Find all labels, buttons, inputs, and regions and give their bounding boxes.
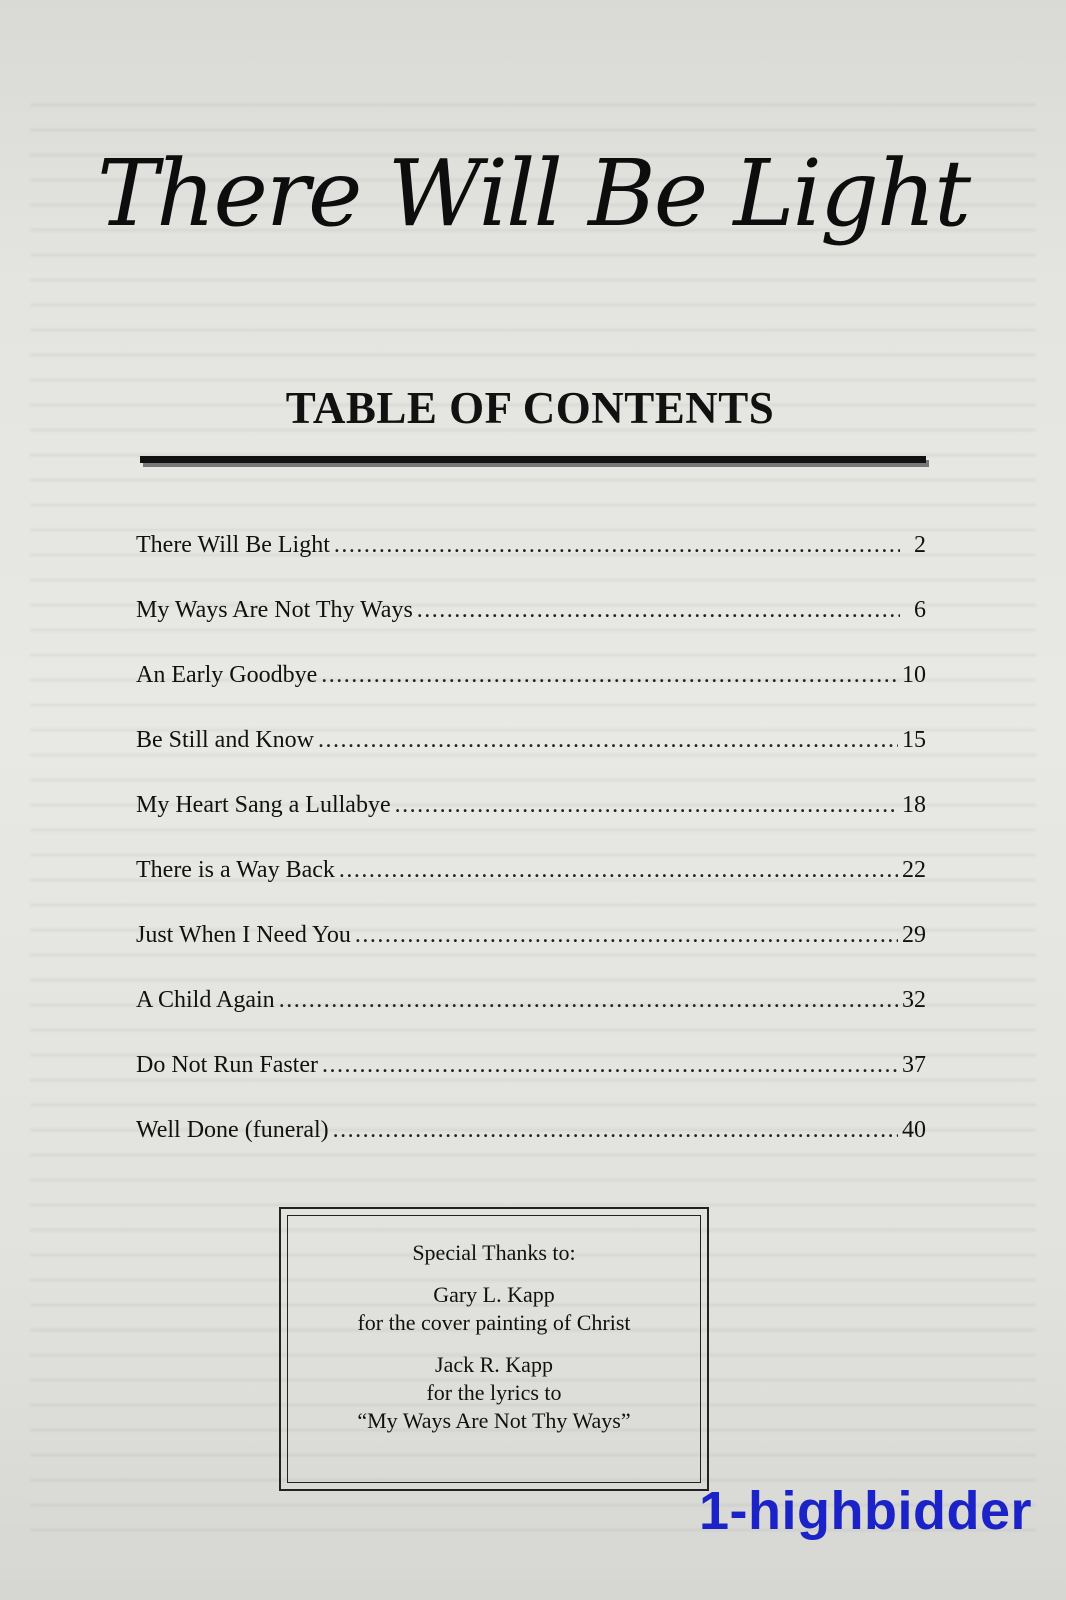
toc-entry-title: Do Not Run Faster <box>136 1052 318 1078</box>
toc-entry <box>136 525 926 590</box>
toc-entry-title: My Heart Sang a Lullabye <box>136 792 391 818</box>
leader-dots <box>321 655 898 695</box>
special-thanks-box <box>279 1207 709 1491</box>
toc-entry-page: 10 <box>902 662 926 688</box>
toc-entry-title: There Will Be Light <box>136 532 330 558</box>
leader-dots <box>339 850 898 890</box>
toc-entry-title: An Early Goodbye <box>136 662 318 688</box>
toc-entry-title: My Ways Are Not Thy Ways <box>136 597 413 623</box>
toc-entry <box>136 915 926 980</box>
toc-entry <box>136 980 926 1045</box>
toc-entry-page: 6 <box>914 597 926 623</box>
thanks-heading: Special Thanks to: <box>412 1240 576 1265</box>
toc-entry <box>136 655 926 720</box>
leader-dots <box>334 525 900 565</box>
toc-entry-page: 29 <box>902 922 926 948</box>
leader-dots <box>417 590 900 630</box>
toc-entry-page: 22 <box>902 857 926 883</box>
credit-song-title: “My Ways Are Not Thy Ways” <box>357 1408 631 1433</box>
heading-rule <box>140 456 926 463</box>
toc-entry-page: 32 <box>902 987 926 1013</box>
leader-dots <box>333 1110 898 1150</box>
spacer <box>281 1267 707 1281</box>
book-title: There Will Be Light <box>96 140 970 247</box>
toc-entry <box>136 720 926 785</box>
credit-name: Gary L. Kapp <box>433 1282 555 1307</box>
toc-entry-title: A Child Again <box>136 987 275 1013</box>
table-of-contents <box>136 525 926 1175</box>
toc-entry-page: 40 <box>902 1117 926 1143</box>
toc-entry-page: 15 <box>902 727 926 753</box>
toc-entry <box>136 785 926 850</box>
leader-dots <box>318 720 898 760</box>
toc-entry-page: 2 <box>914 532 926 558</box>
toc-entry-title: Be Still and Know <box>136 727 314 753</box>
leader-dots <box>355 915 898 955</box>
toc-entry <box>136 590 926 655</box>
toc-entry-page: 37 <box>902 1052 926 1078</box>
credit-description: for the lyrics to <box>426 1380 562 1405</box>
seller-watermark: 1-highbidder <box>699 1481 1032 1541</box>
toc-entry-title: Well Done (funeral) <box>136 1117 329 1143</box>
toc-entry <box>136 1045 926 1110</box>
leader-dots <box>322 1045 898 1085</box>
leader-dots <box>395 785 898 825</box>
special-thanks-text <box>281 1239 707 1435</box>
leader-dots <box>279 980 898 1020</box>
credit-name: Jack R. Kapp <box>435 1352 553 1377</box>
credit-description: for the cover painting of Christ <box>357 1310 631 1335</box>
toc-entry-page: 18 <box>902 792 926 818</box>
spacer <box>281 1337 707 1351</box>
toc-entry-title: There is a Way Back <box>136 857 335 883</box>
toc-entry <box>136 850 926 915</box>
toc-entry <box>136 1110 926 1175</box>
toc-entry-title: Just When I Need You <box>136 922 351 948</box>
toc-heading: TABLE OF CONTENTS <box>285 383 775 433</box>
